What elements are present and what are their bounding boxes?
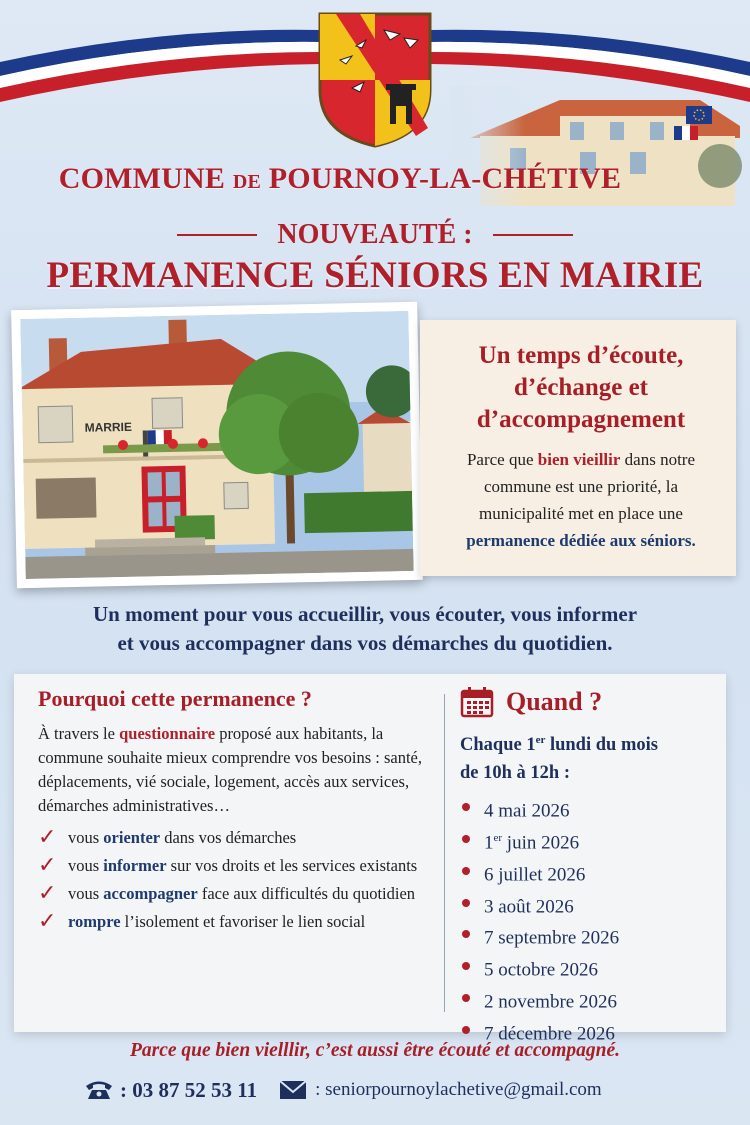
welcome-line-1: Un moment pour vous accueillir, vous écouter, vous informer [92, 602, 638, 626]
commune-prefix: COMMUNE [58, 162, 226, 195]
date-text: 2 novembre 2026 [484, 991, 617, 1013]
intro-text-part-2: dans notre commune est une priorité, la municipalité met en place une [479, 450, 696, 523]
date-text: 7 septembre 2026 [484, 927, 620, 949]
date-item [460, 793, 720, 825]
intro-heading-line-1: Un temps d’écoute, [478, 342, 684, 369]
checklist-item [38, 910, 438, 934]
date-item [460, 857, 720, 889]
why-title: Pourquoi cette permanence ? [38, 686, 312, 711]
check-icon: ✓ [38, 853, 57, 878]
commune-title [0, 162, 680, 196]
date-text: 5 octobre 2026 [484, 959, 598, 981]
checklist-item-bold: orienter [103, 828, 161, 847]
welcome-line-2: et vous accompagner dans vos démarches du quotidien. [117, 631, 613, 655]
when-header [460, 686, 720, 718]
date-text: 1 [484, 832, 494, 854]
date-text: 7 décembre 2026 [484, 1023, 615, 1045]
phone-number: : 03 87 52 53 11 [120, 1077, 258, 1102]
checklist-item [38, 854, 438, 878]
date-item [460, 825, 720, 857]
footer-slogan: Parce que bien vielllir, c’est aussi être écouté et accompagné. [129, 1040, 621, 1061]
welcome-message [0, 600, 730, 658]
checklist-item-pre: vous [68, 884, 104, 903]
why-highlight-questionnaire: questionnaire [119, 724, 216, 743]
envelope-icon [279, 1080, 307, 1100]
coat-of-arms-icon [316, 10, 434, 150]
phone-icon [84, 1079, 114, 1101]
when-section [460, 686, 720, 1048]
why-text-part-2: proposé aux habitants, la commune souhaite mieux comprendre vos besoins : santé, déplacements, vié sociale, logement, accès aux services, démarches administratives… [38, 724, 422, 815]
intro-card [420, 320, 736, 576]
date-text: 6 juillet 2026 [484, 864, 586, 886]
commune-de: DE [232, 171, 262, 193]
date-text: 4 mai 2026 [484, 800, 570, 822]
checklist-item-pre: vous [68, 828, 104, 847]
check-icon: ✓ [38, 909, 57, 934]
when-schedule [460, 726, 720, 787]
checklist-item [38, 882, 438, 906]
intro-highlight-permanence: permanence dédiée aux séniors. [466, 531, 696, 550]
schedule-text-b: lundi du mois [545, 735, 658, 756]
tricolor-ribbon-left [0, 22, 320, 112]
divider-rule-left [177, 234, 257, 236]
why-checklist [38, 826, 438, 934]
intro-heading-line-2: d’échange et [514, 374, 648, 401]
phone-contact[interactable] [84, 1078, 257, 1103]
schedule-sup: er [535, 734, 546, 746]
why-text-part-1: À travers le [38, 724, 120, 743]
checklist-item-bold: accompagner [103, 884, 198, 903]
main-title: PERMANENCE SÉNIORS EN MAIRIE [46, 255, 704, 296]
mairie-sign: MARRIE [84, 419, 133, 435]
schedule-text-a: Chaque 1 [460, 735, 536, 756]
intro-highlight-vieillir: bien vieillir [537, 450, 621, 469]
date-item [460, 984, 720, 1016]
checklist-item-post: dans vos démarches [160, 828, 297, 847]
mairie-photo [11, 302, 423, 588]
date-text: 3 août 2026 [484, 895, 574, 917]
date-item [460, 920, 720, 952]
panel-divider [444, 694, 445, 1012]
intro-text [440, 446, 722, 554]
checklist-item-post: l’isolement et favoriser le lien social [120, 912, 366, 931]
nouveaute-row [0, 218, 750, 252]
intro-text-part-1: Parce que [466, 450, 538, 469]
email-contact[interactable] [279, 1079, 602, 1101]
when-schedule-line-1 [460, 726, 720, 759]
date-item [460, 952, 720, 984]
checklist-item-post: face aux difficultés du quotidien [197, 884, 416, 903]
why-text [38, 722, 438, 818]
checklist-item-pre: vous [68, 856, 104, 875]
checklist-item [38, 826, 438, 850]
contact-row [84, 1072, 602, 1108]
check-icon: ✓ [38, 881, 57, 906]
date-item [460, 889, 720, 921]
when-title: Quand ? [506, 687, 603, 716]
date-list [460, 793, 720, 1048]
intro-heading [440, 340, 722, 436]
nouveaute-label: NOUVEAUTÉ : [277, 219, 473, 250]
email-address: : seniorpournoylachetive@gmail.com [315, 1079, 602, 1100]
when-schedule-line-2: de 10h à 12h : [460, 763, 570, 784]
commune-name: POURNOY-LA-CHÉTIVE [268, 162, 622, 195]
checklist-item-bold: informer [103, 856, 167, 875]
checklist-item-post: sur vos droits et les services existants [166, 856, 418, 875]
date-text-b: juin 2026 [502, 832, 580, 854]
check-icon: ✓ [38, 825, 57, 850]
checklist-item-bold: rompre [68, 912, 121, 931]
divider-rule-right [493, 234, 573, 236]
calendar-icon [460, 686, 494, 718]
date-sup: er [493, 831, 503, 844]
intro-heading-line-3: d’accompagnement [476, 406, 686, 433]
why-section [38, 686, 438, 938]
